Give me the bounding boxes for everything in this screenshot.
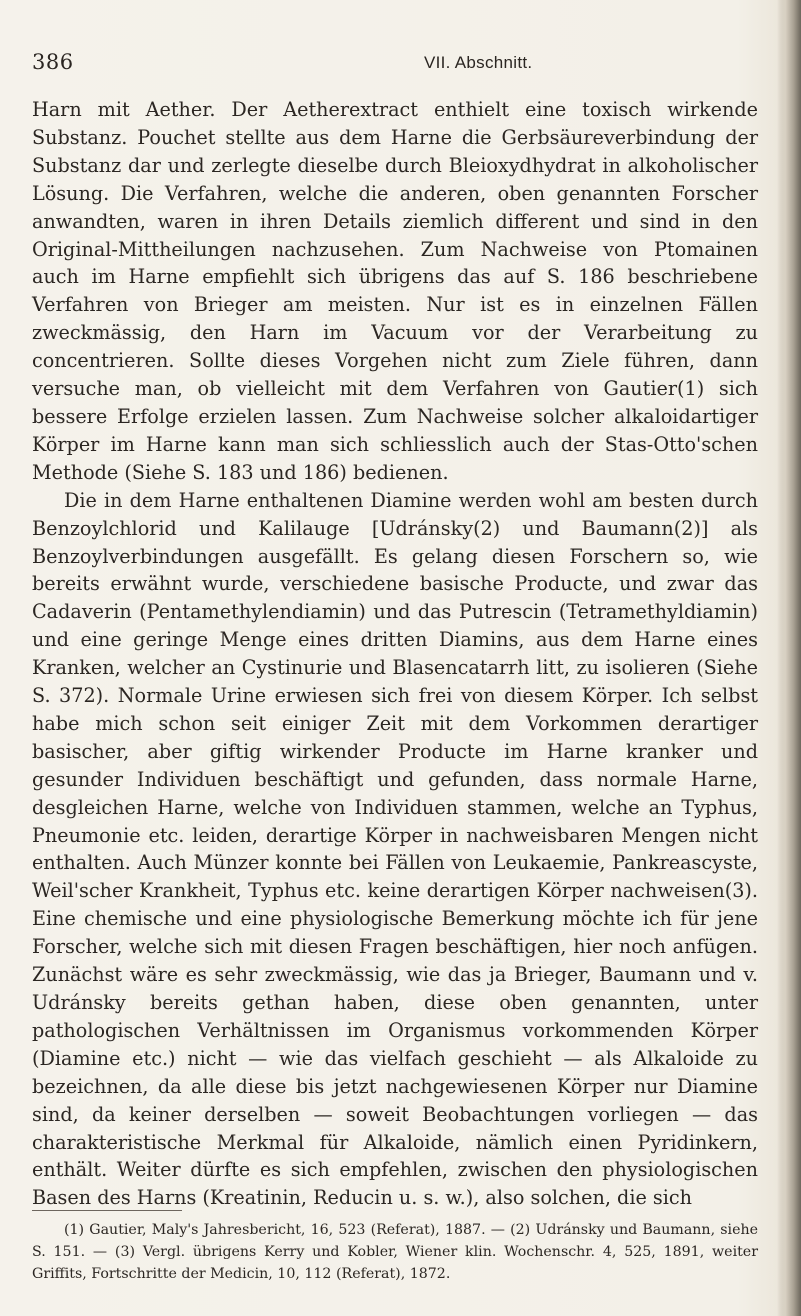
paragraph-1: Harn mit Aether. Der Aetherextract enthielt eine toxisch wirkende Substanz. Pouchet stellte aus dem Harne die Gerbsäureverbindung der Substanz dar und zerlegte dieselbe durch Bleioxydhydrat in alkoholischer Lösung. Die Verfahren, welche die anderen, oben genannten Forscher anwandten, waren in ihren Details ziemlich different und sind in den Original-Mittheilungen nachzusehen. Zum Nachweise von Ptomainen auch im Harne empfiehlt sich übrigens das auf S. 186 beschriebene Verfahren von Brieger am meisten. Nur ist es in einzelnen Fällen zweckmässig, den Harn im Vacuum vor der Verarbeitung zu concentrieren. Sollte dieses Vorgehen nicht zum Ziele führen, dann versuche man, ob vielleicht mit dem Verfahren von Gautier(1) sich bessere Erfolge erzielen lassen. Zum Nachweise solcher alkaloidartiger Körper im Harne kann man sich schliesslich auch der Stas-Otto'schen Methode (Siehe S. 183 und 186) bedienen. (32, 98, 758, 484)
paragraph-2: Die in dem Harne enthaltenen Diamine werden wohl am besten durch Benzoylchlorid und Kalilauge [Udránsky(2) und Baumann(2)] als Benzoylverbindungen ausgefällt. Es gelang diesen Forschern so, wie bereits erwähnt wurde, verschiedene basische Producte, und zwar das Cadaverin (Pentamethylendiamin) und das Putrescin (Tetramethyldiamin) und eine geringe Menge eines dritten Diamins, aus dem Harne eines Kranken, welcher an Cystinurie und Blasencatarrh litt, zu isolieren (Siehe S. 372). Normale Urine erwiesen sich frei von diesem Körper. Ich selbst habe mich schon seit einiger Zeit mit dem Vorkommen derartiger basischer, aber giftig wirkender Producte im Harne kranker und gesunder Individuen beschäftigt und gefunden, dass normale Harne, desgleichen Harne, welche von Individuen stammen, welche an Typhus, Pneumonie etc. leiden, derartige Körper in nachweisbaren Mengen nicht enthalten. Auch Münzer konnte bei Fällen von Leukaemie, Pankreascyste, Weil'scher Krankheit, Typhus etc. keine derartigen Körper nachweisen(3). Eine chemische und eine physiologische Bemerkung möchte ich für jene Forscher, welche sich mit diesen Fragen beschäftigen, hier noch anfügen. Zunächst wäre es sehr zweckmässig, wie das ja Brieger, Baumann und v. Udránsky bereits gethan haben, diese oben genannten, unter pathologischen Verhältnissen im Organismus vorkommenden Körper (Diamine etc.) nicht — wie das vielfach geschieht — als Alkaloide zu bezeichnen, da alle diese bis jetzt nachgewiesenen Körper nur Diamine sind, da keiner derselben — soweit Beobachtungen vorliegen — das charakteristische Merkmal für Alkaloide, nämlich einen Pyridinkern, enthält. Weiter dürfte es sich empfehlen, zwischen den physiologischen Basen des Harns (Kreatinin, Reducin u. s. w.), also solchen, die sich (32, 488, 758, 1210)
footnote-divider (32, 1210, 182, 1211)
footnote-text: (1) Gautier, Maly's Jahresbericht, 16, 523 (Referat), 1887. — (2) Udránsky und Baumann, siehe S. 151. — (3) Vergl. übrigens Kerry und Kobler, Wiener klin. Wochenschr. 4, 525, 1891, weiter Griffits, Fortschritte der Medicin, 10, 112 (Referat), 1872. (32, 1222, 758, 1282)
body-text (32, 96, 758, 1212)
page-header (32, 50, 752, 82)
page-binding-shadow (777, 0, 801, 1316)
running-head: VII. Abschnitt. (424, 53, 533, 72)
footnotes (32, 1219, 758, 1285)
page-number: 386 (32, 50, 74, 74)
